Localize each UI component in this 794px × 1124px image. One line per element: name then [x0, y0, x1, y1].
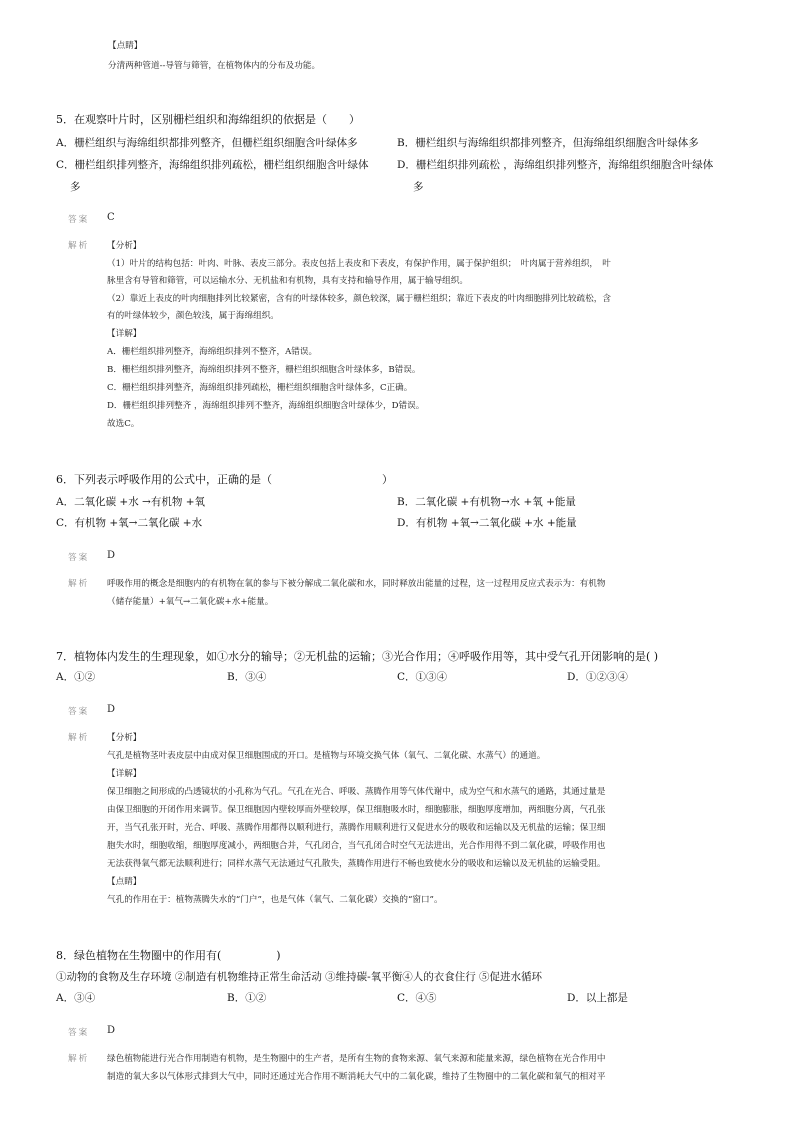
q7-analysis-line: 保卫细胞之间形成的凸透镜状的小孔称为气孔。气孔在光合、呼吸、蒸腾作用等气体代谢中，成为空气和水蒸气的通路，其通过量是	[107, 787, 606, 797]
q7-option-a: A．①②	[56, 671, 96, 683]
q7-analysis-line: 气孔是植物茎叶表皮层中由成对保卫细胞围成的开口。是植物与环境交换气体（氧气、二氧化碳、水蒸气）的通道。	[107, 751, 546, 761]
question-7-stem: 7．植物体内发生的生理现象，如①水分的输导；②无机盐的运输；③光合作用；④呼吸作用等，其中受气孔开闭影响的是( )	[56, 650, 659, 663]
q7-analysis-line: 【点睛】	[107, 877, 142, 887]
q7-analysis-label: 解析	[68, 733, 90, 743]
q5-analysis-line: 有的叶绿体较少，颜色较浅，属于海绵组织。	[107, 311, 279, 321]
q5-analysis-line: C．栅栏组织排列整齐，海绵组织排列疏松，栅栏组织细胞含叶绿体多，C正确。	[107, 383, 413, 393]
q8-analysis-line: 绿色植物能进行光合作用制造有机物，是生物圈中的生产者，是所有生物的食物来源、氧气来源和能量来源，绿色植物在光合作用中	[107, 1054, 606, 1064]
q8-option-c: C．④⑤	[397, 992, 437, 1004]
q7-analysis-line: 开，当气孔张开时，光合、呼吸、蒸腾作用都得以顺利进行，蒸腾作用顺利进行又促进水分的吸收和运输以及无机盐的运输；保卫细	[107, 823, 606, 833]
q8-analysis-line: 制造的氧大多以气体形式排到大气中，同时还通过光合作用不断消耗大气中的二氧化碳，维持了生物圈中的二氧化碳和氧气的相对平	[107, 1072, 606, 1082]
q7-analysis-line: 【分析】	[107, 733, 142, 743]
q6-option-b: B．二氧化碳 +有机物→水 +氧 +能量	[397, 496, 576, 508]
dianjing-text: 分清两种管道--导管与筛管，在植物体内的分布及功能。	[108, 61, 321, 71]
dianjing-heading: 【点睛】	[108, 41, 143, 51]
question-5-stem: 5．在观察叶片时，区别栅栏组织和海绵组织的依据是（ ）	[56, 113, 360, 126]
q7-answer-label: 答案	[68, 707, 90, 717]
q6-option-d: D．有机物 +氧→二氧化碳 +水 +能量	[397, 517, 577, 529]
q7-option-d: D．①②③④	[567, 671, 628, 683]
q6-analysis-line: （储存能量）+氧气→二氧化碳+水+能量。	[107, 597, 274, 607]
q5-analysis-line: 脉里含有导管和筛管，可以运输水分、无机盐和有机物，具有支持和输导作用，属于输导组织。	[107, 276, 468, 286]
q7-analysis-line: 由保卫细胞的开闭作用来调节。保卫细胞因内壁较厚而外壁较厚，保卫细胞吸水时，细胞膨胀，细胞厚度增加，两细胞分离，气孔张	[107, 805, 606, 815]
q5-option-b: B．栅栏组织与海绵组织都排列整齐，但海绵组织细胞含叶绿体多	[397, 137, 699, 149]
q6-option-a: A．二氧化碳 +水 →有机物 +氧	[56, 496, 205, 508]
question-8-stem: 8．绿色植物在生物圈中的作用有( )	[56, 949, 281, 962]
q8-option-d: D．以上都是	[567, 992, 628, 1004]
q7-option-c: C．①③④	[397, 671, 448, 683]
q6-analysis-line: 呼吸作用的概念是细胞内的有机物在氧的参与下被分解成二氧化碳和水，同时释放出能量的过程，这一过程用反应式表示为：有机物	[107, 579, 606, 589]
q5-option-c: C．栅栏组织排列整齐，海绵组织排列疏松，栅栏组织细胞含叶绿体	[56, 159, 369, 171]
q8-statement-items: ①动物的食物及生存环境 ②制造有机物维持正常生命活动 ③维持碳-氧平衡④人的衣食住行 ⑤促进水循环	[56, 971, 543, 983]
q5-analysis-line: 故选C。	[107, 419, 140, 429]
q5-analysis-line: A．栅栏组织排列整齐，海绵组织排列不整齐，A错误。	[107, 347, 318, 357]
q8-option-a: A．③④	[56, 992, 96, 1004]
q5-analysis-line: （2）靠近上表皮的叶肉细胞排列比较紧密，含有的叶绿体较多，颜色较深，属于栅栏组织；靠近下表皮的叶肉细胞排列比较疏松，含	[107, 294, 611, 304]
q7-answer: D	[107, 704, 116, 715]
q6-answer-label: 答案	[68, 553, 90, 563]
question-6-stem: 6．下列表示呼吸作用的公式中，正确的是（ ）	[56, 473, 393, 486]
q5-analysis-line: 【分析】	[107, 241, 142, 251]
q8-answer: D	[107, 1025, 116, 1036]
q7-analysis-line: 【详解】	[107, 769, 142, 779]
q6-answer: D	[107, 550, 116, 561]
q6-analysis-label: 解析	[68, 579, 90, 589]
q5-analysis-label: 解析	[68, 241, 90, 251]
q8-analysis-label: 解析	[68, 1054, 90, 1064]
q5-option-c-wrap: 多	[70, 181, 81, 193]
q7-option-b: B．③④	[227, 671, 267, 683]
q7-analysis-line: 胞失水时，细胞收缩，细胞厚度减小，两细胞合并，气孔闭合，当气孔闭合时空气无法进出，光合作用得不到二氧化碳，呼吸作用也	[107, 841, 606, 851]
q7-analysis-line: 气孔的作用在于：植物蒸腾失水的“门户”，也是气体（氧气、二氧化碳）交换的“窗口”。	[107, 895, 443, 905]
q5-option-d-wrap: 多	[413, 181, 424, 193]
q5-analysis-line: 【详解】	[107, 329, 142, 339]
q8-option-b: B．①②	[227, 992, 267, 1004]
q5-answer: C	[107, 212, 115, 223]
q5-option-d: D．栅栏组织排列疏松 ，海绵组织排列整齐，海绵组织细胞含叶绿体	[397, 159, 714, 171]
q6-option-c: C．有机物 +氧→二氧化碳 +水	[56, 517, 203, 529]
q7-analysis-line: 无法获得氧气都无法顺利进行；同样水蒸气无法通过气孔散失，蒸腾作用进行不畅也致使水分的吸收和运输以及无机盐的运输受阻。	[107, 859, 606, 869]
q5-analysis-line: B．栅栏组织排列整齐，海绵组织排列不整齐，栅栏组织细胞含叶绿体多，B错误。	[107, 365, 421, 375]
q5-answer-label: 答案	[68, 215, 90, 225]
q5-analysis-line: （1）叶片的结构包括：叶肉、叶脉、表皮三部分。表皮包括上表皮和下表皮，有保护作用，属于保护组织； 叶肉属于营养组织， 叶	[107, 259, 611, 269]
q8-answer-label: 答案	[68, 1028, 90, 1038]
q5-option-a: A．栅栏组织与海绵组织都排列整齐，但栅栏组织细胞含叶绿体多	[56, 137, 358, 149]
q5-analysis-line: D．栅栏组织排列整齐 ，海绵组织排列不整齐，海绵组织细胞含叶绿体少，D错误。	[107, 401, 425, 411]
